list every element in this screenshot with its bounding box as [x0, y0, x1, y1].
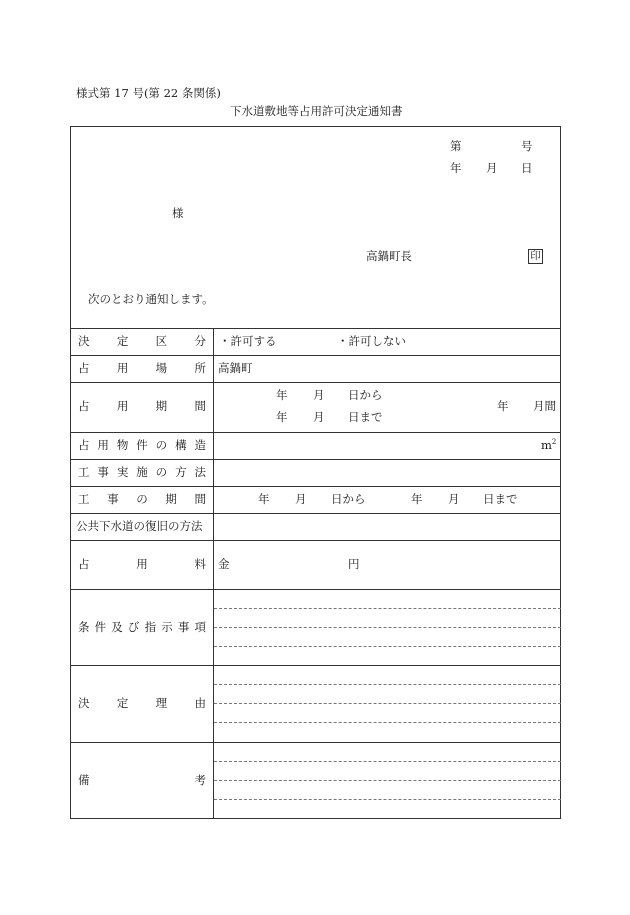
reason-label: 決定理由 — [78, 696, 206, 710]
divider — [70, 540, 561, 541]
divider — [70, 665, 561, 666]
work-period-label: 工事の期間 — [78, 492, 206, 506]
writing-line — [214, 703, 561, 704]
work-to-month: 月 — [448, 492, 460, 506]
writing-line — [214, 646, 561, 647]
work-to-year: 年 — [411, 492, 423, 506]
divider — [70, 742, 561, 743]
writing-line — [214, 761, 561, 762]
writing-line — [214, 780, 561, 781]
period-from-suffix: 日から — [348, 388, 383, 402]
number-go: 号 — [521, 139, 533, 153]
period-from-month: 月 — [313, 388, 325, 402]
divider — [70, 486, 561, 487]
location-label: 占用場所 — [78, 361, 206, 375]
form-number: 様式第 17 号(第 22 条関係) — [76, 86, 221, 100]
column-divider — [213, 328, 214, 819]
divider — [70, 432, 561, 433]
addressee-suffix: 様 — [172, 206, 184, 220]
conditions-label: 条件及び指示事項 — [78, 620, 206, 634]
structure-unit — [541, 440, 556, 452]
fee-prefix: 金 — [218, 557, 230, 571]
period-label: 占用期間 — [78, 399, 206, 413]
divider-header — [70, 328, 561, 329]
document-title: 下水道敷地等占用許可決定通知書 — [230, 104, 403, 118]
option-permit[interactable]: ・許可する — [219, 334, 277, 348]
writing-line — [214, 799, 561, 800]
divider — [70, 355, 561, 356]
writing-line — [214, 627, 561, 628]
issuer-name: 高鍋町長 — [366, 249, 412, 263]
period-to-year: 年 — [276, 410, 288, 424]
writing-line — [214, 684, 561, 685]
work-from-month: 月 — [295, 492, 307, 506]
date-year: 年 — [450, 161, 462, 175]
option-deny[interactable]: ・許可しない — [337, 334, 406, 348]
date-month: 月 — [486, 161, 498, 175]
period-to-month: 月 — [313, 410, 325, 424]
date-day: 日 — [521, 161, 533, 175]
decision-type-label: 決定区分 — [78, 334, 206, 348]
work-from-suffix: 日から — [331, 492, 366, 506]
writing-line — [214, 722, 561, 723]
period-to-suffix: 日まで — [348, 410, 383, 424]
period-duration-month: 月間 — [533, 399, 556, 413]
location-value[interactable]: 高鍋町 — [218, 361, 253, 375]
writing-line — [214, 608, 561, 609]
divider — [70, 459, 561, 460]
divider — [70, 513, 561, 514]
notice-intro: 次のとおり通知します。 — [88, 292, 214, 306]
work-to-suffix: 日まで — [483, 492, 518, 506]
period-from-year: 年 — [276, 388, 288, 402]
seal-mark: 印 — [528, 249, 543, 264]
fee-label: 占用料 — [78, 557, 206, 571]
remarks-label: 備考 — [78, 773, 206, 787]
number-dai: 第 — [450, 139, 462, 153]
unit-m: m — [541, 438, 552, 452]
structure-label: 占用物件の構造 — [78, 438, 206, 452]
divider — [70, 382, 561, 383]
restoration-label: 公共下水道の復旧の方法 — [76, 519, 203, 533]
fee-unit: 円 — [348, 557, 360, 571]
method-label: 工事実施の方法 — [78, 465, 206, 479]
divider — [70, 589, 561, 590]
unit-superscript: 2 — [551, 438, 557, 447]
period-duration-year: 年 — [497, 399, 509, 413]
work-from-year: 年 — [258, 492, 270, 506]
